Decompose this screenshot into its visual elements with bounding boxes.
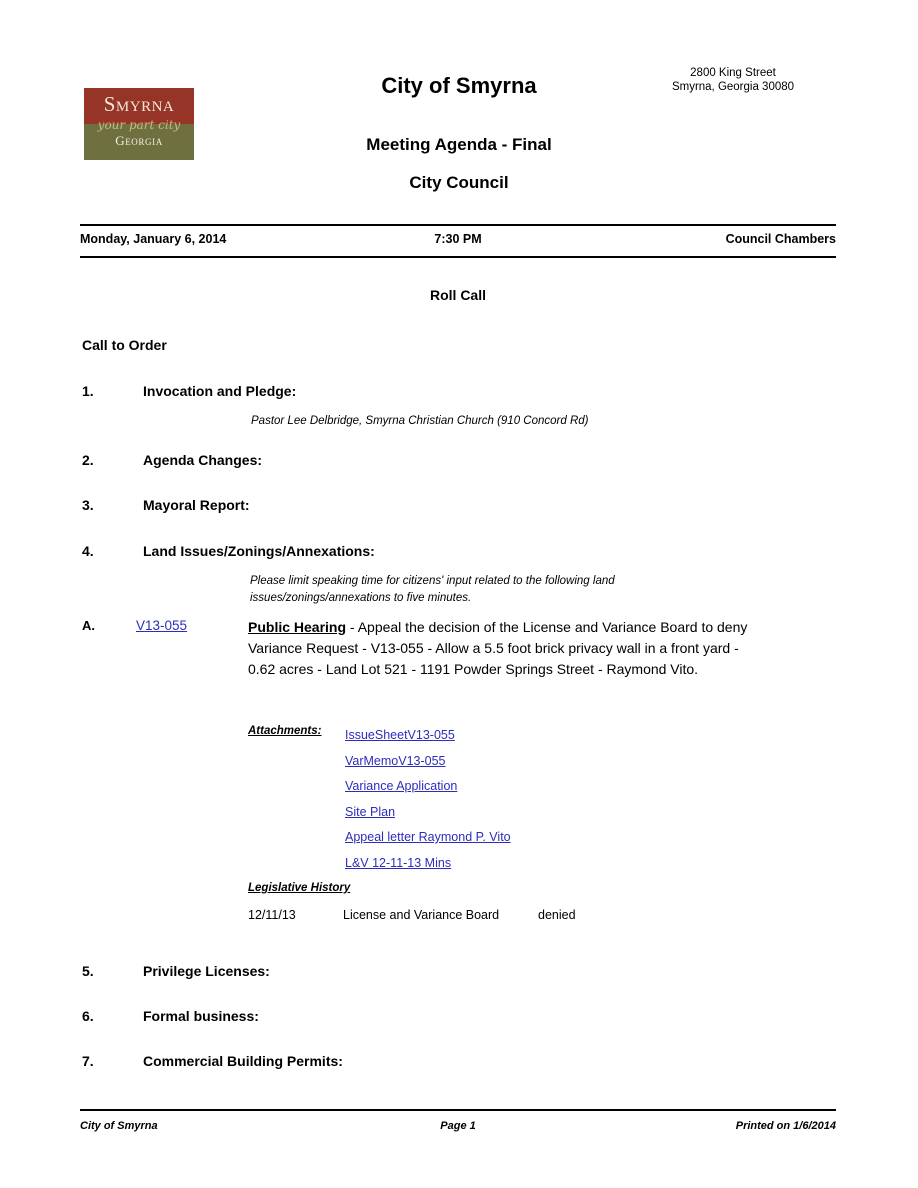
attachment-link[interactable]: IssueSheetV13-055	[345, 728, 455, 742]
meeting-info-row	[80, 232, 836, 252]
footer-page-number: Page 1	[440, 1120, 476, 1132]
subitem-description	[248, 617, 748, 680]
logo-text-smyrna: Smyrna	[103, 92, 175, 116]
logo-text-script: your part city	[97, 118, 181, 132]
agenda-item-label: Agenda Changes:	[143, 452, 263, 468]
page-title: City of Smyrna	[381, 73, 537, 98]
call-to-order-heading: Call to Order	[82, 337, 167, 353]
smyrna-city-logo	[84, 88, 194, 160]
document-subtitle: Meeting Agenda - Final	[366, 135, 552, 154]
footer-printed-date: Printed on 1/6/2014	[735, 1120, 836, 1132]
agenda-item-number: 5.	[82, 963, 94, 979]
agenda-item-label: Land Issues/Zonings/Annexations:	[143, 543, 375, 559]
invocation-note: Pastor Lee Delbridge, Smyrna Christian Church (910 Concord Rd)	[251, 415, 589, 427]
subitem-description-text: - Appeal the decision of the License and Variance Board to deny Variance Request - V13-055 - Allow a 5.5 foot brick privacy wall in a front yard - 0.62 acres - Land Lot 521 - 1191 Powder Springs Street - Raymond Vito.	[248, 619, 748, 677]
meeting-time: 7:30 PM	[434, 232, 482, 246]
public-hearing-label: Public Hearing	[248, 619, 347, 635]
meeting-location: Council Chambers	[725, 232, 836, 246]
agenda-item-label: Mayoral Report:	[143, 497, 250, 513]
agenda-item-label: Formal business:	[143, 1008, 259, 1024]
document-footer	[80, 1120, 836, 1136]
address-line-1: 2800 King Street	[690, 67, 776, 79]
agenda-item-label: Privilege Licenses:	[143, 963, 270, 979]
agenda-item-number: 2.	[82, 452, 94, 468]
address-line-2: Smyrna, Georgia 30080	[671, 81, 795, 93]
attachment-link[interactable]: Variance Application	[345, 779, 458, 793]
agenda-item-number: 1.	[82, 383, 94, 399]
footer-rule	[80, 1109, 836, 1111]
meeting-date: Monday, January 6, 2014	[80, 232, 227, 246]
land-issues-note: Please limit speaking time for citizens' input related to the following land issues/zonings/annexations to five minutes.	[250, 575, 615, 604]
body-name: City Council	[409, 173, 509, 192]
file-number-link[interactable]: V13-055	[136, 618, 188, 633]
legislative-history-action: denied	[538, 908, 576, 922]
legislative-history-date: 12/11/13	[248, 908, 296, 922]
agenda-item-number: 7.	[82, 1053, 94, 1069]
attachment-link[interactable]: Site Plan	[345, 804, 396, 819]
agenda-item-number: 6.	[82, 1008, 94, 1024]
agenda-item-number: 4.	[82, 543, 94, 559]
meeting-info-rule-top	[80, 224, 836, 226]
roll-call-heading: Roll Call	[429, 287, 486, 303]
legislative-history-body: License and Variance Board	[343, 908, 500, 922]
subitem-letter: A.	[82, 618, 95, 633]
agenda-item-label: Invocation and Pledge:	[143, 383, 297, 399]
attachments-label: Attachments:	[248, 725, 322, 737]
attachment-link[interactable]: VarMemoV13-055	[345, 753, 446, 768]
attachment-link[interactable]: L&V 12-11-13 Mins	[345, 855, 452, 870]
logo-text-georgia: Georgia	[115, 133, 163, 148]
document-header	[0, 0, 918, 205]
agenda-item-number: 3.	[82, 497, 94, 513]
agenda-item-label: Commercial Building Permits:	[143, 1053, 343, 1069]
meeting-info-rule-bottom	[80, 256, 836, 258]
attachment-link[interactable]: Appeal letter Raymond P. Vito	[345, 830, 511, 844]
footer-left: City of Smyrna	[80, 1120, 158, 1132]
legislative-history-title: Legislative History	[248, 882, 351, 894]
attachments-list	[345, 723, 745, 876]
